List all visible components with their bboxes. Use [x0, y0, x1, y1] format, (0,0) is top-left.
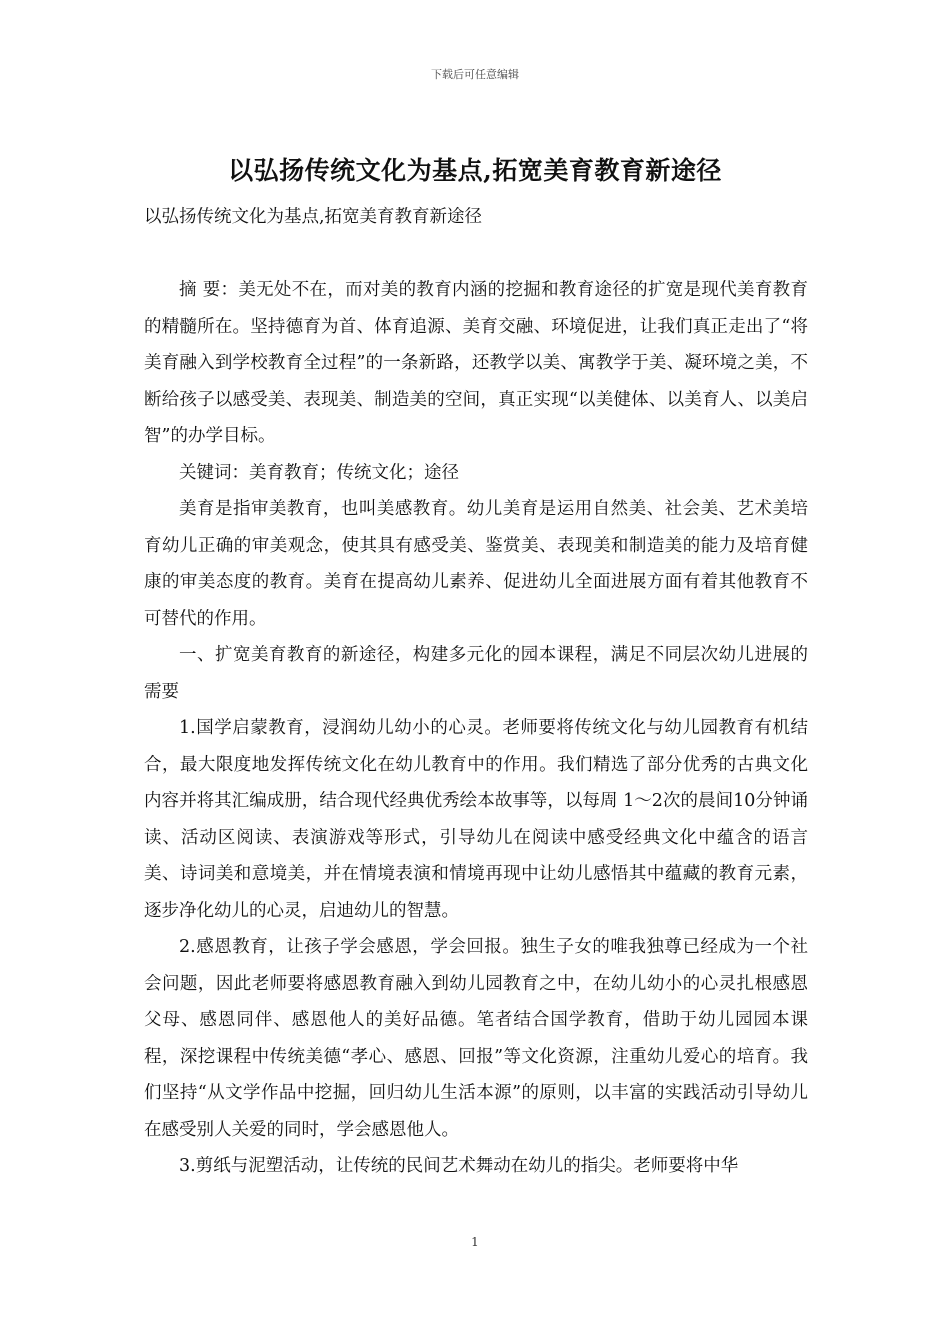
- keywords-paragraph: 关键词：美育教育；传统文化；途径: [179, 462, 459, 483]
- body-paragraph: 2.感恩教育，让孩子学会感恩，学会回报。独生子女的唯我独尊已经成为一个社会问题，因此老师要将感恩教育融入到幼儿园教育之中，在幼儿幼小的心灵扎根感恩父母、感恩同伴、感恩他人的美好品德。笔者结合国学教育，借助于幼儿园园本课程，深挖课程中传统美德“孝心、感恩、回报”等文化资源，注重幼儿爱心的培育。我们坚持“从文学作品中挖掘，回归幼儿生活本源”的原则，以丰富的实践活动引导幼儿在感受别人关爱的同时，学会感恩他人。: [144, 937, 808, 1140]
- body-paragraph: 3.剪纸与泥塑活动，让传统的民间艺术舞动在幼儿的指尖。老师要将中华: [179, 1156, 739, 1176]
- page-title: 以弘扬传统文化为基点,拓宽美育教育新途径: [228, 156, 722, 185]
- body-paragraph: 1.国学启蒙教育，浸润幼儿幼小的心灵。老师要将传统文化与幼儿园教育有机结合，最大限度地发挥传统文化在幼儿教育中的作用。我们精选了部分优秀的古典文化内容并将其汇编成册，结合现代经典优秀绘本故事等，以每周 1～2次的晨间10分钟诵读、活动区阅读、表演游戏等形式，引导幼儿在阅读中感受经典文化中蕴含的语言美、诗词美和意境美，并在情境表演和情境再现中让幼儿感悟其中蕴藏的教育元素，逐步净化幼儿的心灵，启迪幼儿的智慧。: [144, 718, 808, 921]
- header-note: 下载后可任意编辑: [431, 68, 519, 81]
- abstract-paragraph: 摘 要：美无处不在，而对美的教育内涵的挖掘和教育途径的扩宽是现代美育教育的精髓所在。坚持德育为首、体育追源、美育交融、环境促进，让我们真正走出了“将美育融入到学校教育全过程”的一条新路，还教学以美、寓教学于美、凝环境之美，不断给孩子以感受美、表现美、制造美的空间，真正实现“以美健体、以美育人、以美启智”的办学目标。: [144, 280, 808, 446]
- body-text: [144, 272, 808, 1185]
- section-heading: 一、扩宽美育教育的新途径，构建多元化的园本课程，满足不同层次幼儿进展的需要: [144, 645, 808, 702]
- page-number: 1: [471, 1235, 479, 1249]
- body-paragraph: 美育是指审美教育，也叫美感教育。幼儿美育是运用自然美、社会美、艺术美培育幼儿正确的审美观念，使其具有感受美、鉴赏美、表现美和制造美的能力及培育健康的审美态度的教育。美育在提高幼儿素养、促进幼儿全面进展方面有着其他教育不可替代的作用。: [144, 499, 808, 629]
- subtitle: 以弘扬传统文化为基点,拓宽美育教育新途径: [144, 207, 483, 227]
